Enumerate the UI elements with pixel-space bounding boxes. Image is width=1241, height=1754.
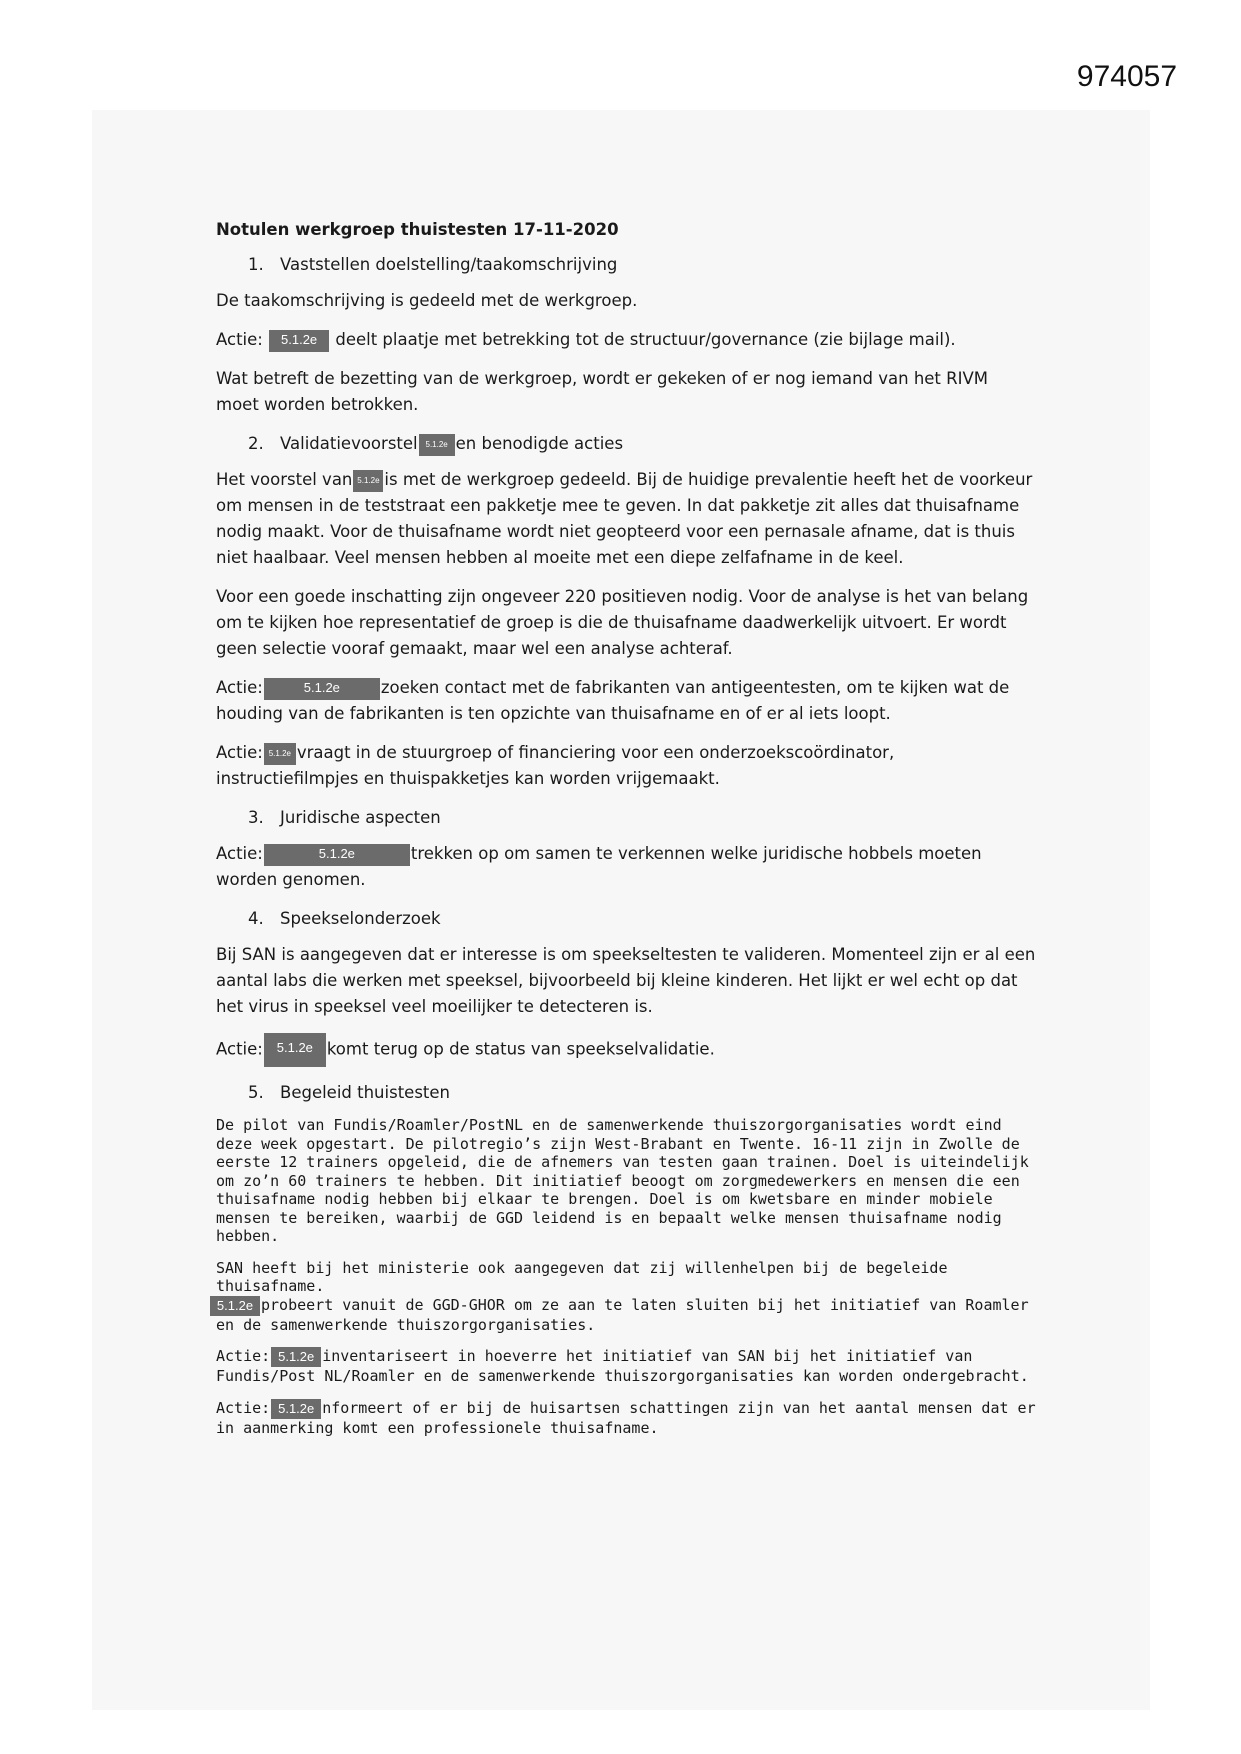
- paragraph: [216, 1259, 1036, 1335]
- action-label: Actie:: [216, 678, 263, 697]
- redaction-block: 5.1.2e: [419, 434, 455, 456]
- section-number: 2.: [248, 434, 264, 453]
- action-text: trekken op om samen te verkennen welke juridische hobbels moeten worden genomen.: [216, 844, 982, 889]
- paragraph: Bij SAN is aangegeven dat er interesse is om speekseltesten te valideren. Momenteel zijn er al een aantal labs die werken met speeksel, bijvoorbeeld bij kleine kinderen. Het lijkt er wel echt op dat het virus in speeksel veel moeilijker te detecteren is.: [216, 945, 1036, 1016]
- section-title: Begeleid thuistesten: [280, 1083, 450, 1102]
- action-item: [216, 841, 1036, 893]
- action-item: [216, 327, 1036, 353]
- redaction-block: 5.1.2e: [353, 470, 383, 492]
- paragraph: Wat betreft de bezetting van de werkgroep, wordt er gekeken of er nog iemand van het RIVM moet worden betrokken.: [216, 369, 988, 414]
- action-label: Actie:: [216, 1347, 271, 1365]
- section-heading-4: [216, 906, 1036, 932]
- section-heading-2: [216, 431, 1036, 457]
- redaction-block: 5.1.2e: [271, 1399, 321, 1419]
- action-label: Actie:: [216, 743, 263, 762]
- section-number: 1.: [248, 255, 264, 274]
- section-title: Speekselonderzoek: [280, 909, 441, 928]
- action-item: [216, 1347, 1036, 1386]
- redaction-block: 5.1.2e: [210, 1296, 260, 1316]
- action-label: Actie:: [216, 1039, 263, 1059]
- paragraph: De pilot van Fundis/Roamler/PostNL en de samenwerkende thuiszorgorganisaties wordt eind deze week opgestart. De pilotregio’s zijn West-Brabant en Twente. 16-11 zijn in Zwolle de eerste 12 trainers opgeleid, die de afnemers van testen gaan trainen. Doel is uiteindelijk om zo’n 60 trainers te hebben. Dit initiatief beoogt om zorgmedewerkers en mensen die een thuisafname nodig hebben bij elkaar te brengen. Doel is om kwetsbare en minder mobiele mensen te bereiken, waarbij de GGD leidend is en bepaalt welke mensen thuisafname nodig hebben.: [216, 1116, 1029, 1245]
- paragraph-text: probeert vanuit de GGD-GHOR om ze aan te laten sluiten bij het initiatief van Roamler en de samenwerkende thuiszorgorganisaties.: [216, 1295, 1029, 1334]
- redaction-block: 5.1.2e: [264, 844, 410, 866]
- section-number: 5.: [248, 1083, 264, 1102]
- document-body: [216, 217, 1036, 1450]
- paragraph: Voor een goede inschatting zijn ongeveer 220 positieven nodig. Voor de analyse is het van belang om te kijken hoe representatief de groep is die de thuisafname daadwerkelijk uitvoert. Er wordt geen selectie vooraf gemaakt, maar wel een analyse achteraf.: [216, 587, 1029, 658]
- action-label: Actie:: [216, 330, 263, 349]
- section-number: 3.: [248, 808, 264, 827]
- section-heading-3: [216, 805, 1036, 831]
- action-item: [216, 675, 1036, 727]
- section-title: Validatievoorstel: [280, 434, 418, 453]
- section-5-body: [216, 1116, 1036, 1437]
- action-label: Actie:: [216, 1398, 271, 1417]
- section-title: Vaststellen doelstelling/taakomschrijving: [280, 255, 618, 274]
- action-text: komt terug op de status van speekselvalidatie.: [326, 1039, 715, 1059]
- action-item: [216, 1399, 1036, 1438]
- redaction-block: 5.1.2e: [264, 1033, 326, 1067]
- document-number: 974057: [1076, 60, 1177, 93]
- paragraph: [216, 467, 1036, 571]
- redaction-block: 5.1.2e: [271, 1347, 321, 1367]
- action-text: inventariseert in hoeverre het initiatief van SAN bij het initiatief van Fundis/Post NL/Roamler en de samenwerkende thuiszorgorganisaties kan worden ondergebracht.: [216, 1347, 1029, 1385]
- redaction-block: 5.1.2e: [269, 330, 329, 352]
- section-heading-5: [216, 1080, 1036, 1106]
- redaction-block: 5.1.2e: [264, 743, 296, 765]
- action-label: Actie:: [216, 844, 263, 863]
- section-number: 4.: [248, 909, 264, 928]
- paragraph-text: is met de werkgroep gedeeld. Bij de huidige prevalentie heeft het de voorkeur om mensen in de teststraat een pakketje mee te geven. In dat pakketje zit alles dat thuisafname nodig maakt. Voor de thuisafname wordt niet geopteerd voor een pernasale afname, dat is thuis niet haalbaar. Veel mensen hebben al moeite met een diepe zelfafname in de keel.: [216, 470, 1033, 567]
- action-text: zoeken contact met de fabrikanten van antigeentesten, om te kijken wat de houding van de fabrikanten is ten opzichte van thuisafname en of er al iets loopt.: [216, 678, 1010, 723]
- action-text: vraagt in de stuurgroep of financiering voor een onderzoekscoördinator, instructiefilmpjes en thuispakketjes kan worden vrijgemaakt.: [216, 743, 895, 788]
- redaction-block: 5.1.2e: [264, 678, 380, 700]
- paragraph-text: Het voorstel van: [216, 470, 353, 489]
- section-heading-1: [216, 252, 1036, 278]
- action-item: [216, 740, 1036, 792]
- section-title: en benodigde acties: [455, 434, 624, 453]
- action-text: deelt plaatje met betrekking tot de structuur/governance (zie bijlage mail).: [335, 330, 956, 349]
- paragraph-text: SAN heeft bij het ministerie ook aangegeven dat zij willenhelpen bij de begeleide thuisafname.: [216, 1258, 948, 1295]
- action-text: nformeert of er bij de huisartsen schattingen zijn van het aantal mensen dat er in aanmerking komt een professionele thuisafname.: [216, 1398, 1036, 1437]
- document-title: Notulen werkgroep thuistesten 17-11-2020: [216, 220, 619, 239]
- action-item: [216, 1033, 1036, 1067]
- section-title: Juridische aspecten: [280, 808, 441, 827]
- paragraph: De taakomschrijving is gedeeld met de werkgroep.: [216, 291, 638, 310]
